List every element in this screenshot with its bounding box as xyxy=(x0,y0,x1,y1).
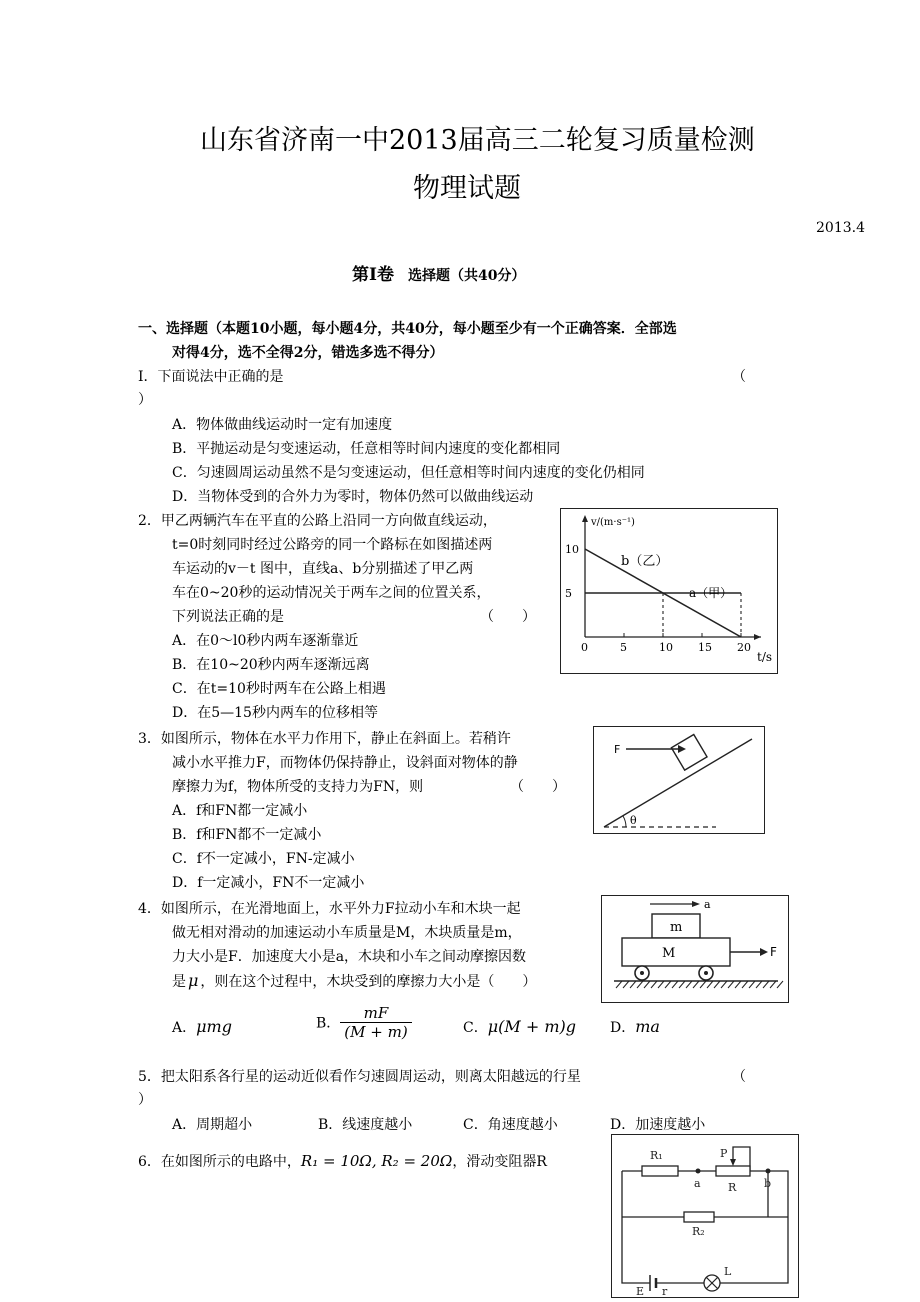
acceleration-arrowhead xyxy=(692,901,700,907)
hatch-line xyxy=(644,981,650,988)
hatch-line xyxy=(770,981,776,988)
label-b: b xyxy=(764,1177,772,1190)
q2-line-5: 下列说法正确的是 xyxy=(172,609,284,625)
q4-line-3: 力大小是F．加速度大小是a，木块和小车之间动摩擦因数 xyxy=(172,949,527,965)
q3-option-a: A．f和FN都一定减小 xyxy=(172,803,308,819)
exam-date: 2013.4 xyxy=(816,220,865,236)
q2-line-2: t=0时刻同时经过公路旁的同一个路标在如图描述两 xyxy=(172,537,493,553)
line-a-label: a（甲） xyxy=(689,586,733,600)
x-tick-label-5: 5 xyxy=(620,641,627,654)
q2-line-1: 2．甲乙两辆汽车在平直的公路上沿同一方向做直线运动， xyxy=(138,513,497,529)
q4-option-c xyxy=(463,1016,576,1039)
q1-paren-open: （ xyxy=(732,369,746,385)
q2-option-a: A．在0～l0秒内两车逐渐靠近 xyxy=(172,633,359,649)
cart-label: M xyxy=(662,946,676,961)
q4-option-c-label: C． xyxy=(463,1020,488,1036)
part-title-main: 第Ⅰ卷 xyxy=(352,265,394,285)
hatch-line xyxy=(721,981,727,988)
q6-stem-a: 6．在如图所示的电路中， xyxy=(138,1154,301,1170)
q1-option-d: D．当物体受到的合外力为零时，物体仍然可以做曲线运动 xyxy=(172,489,534,505)
small-block-label: m xyxy=(670,920,683,935)
q4-option-a-label: A． xyxy=(172,1020,197,1036)
q3-line-3: 摩擦力为f，物体所受的支持力为FN，则 xyxy=(172,779,424,795)
q1-paren-close: ） xyxy=(138,392,152,408)
q2-vt-graph-frame xyxy=(560,508,778,674)
hatch-line xyxy=(651,981,657,988)
q3-line-1: 3．如图所示，物体在水平力作用下，静止在斜面上。若稍许 xyxy=(138,731,511,747)
x-tick-label-0: 0 xyxy=(581,641,588,654)
block xyxy=(671,734,707,770)
x-axis-label: t/s xyxy=(757,650,773,664)
node-a xyxy=(696,1169,701,1174)
right-wheel-hub xyxy=(704,971,708,975)
x-tick-label-20: 20 xyxy=(737,641,751,654)
left-wheel-hub xyxy=(640,971,644,975)
q6-stem xyxy=(138,1150,547,1173)
ground-hatching xyxy=(616,981,783,988)
hatch-line xyxy=(623,981,629,988)
q5-paren-open: （ xyxy=(732,1069,746,1085)
angle-arc xyxy=(623,816,626,827)
line-b-label: b（乙） xyxy=(621,554,669,569)
part-subtitle: 选择题（共40分） xyxy=(407,268,526,284)
q4-option-c-formula: μ(M + m)g xyxy=(487,1017,576,1036)
q6-circuit-figure xyxy=(611,1134,799,1298)
cart-body-M xyxy=(622,938,730,966)
q4-cart-figure xyxy=(601,895,789,1003)
q4-line-1: 4．如图所示，在光滑地面上，水平外力F拉动小车和木块一起 xyxy=(138,901,521,917)
title-line-2: 物理试题 xyxy=(413,173,521,204)
hatch-line xyxy=(700,981,706,988)
q1-option-c: C．匀速圆周运动虽然不是匀变速运动，但任意相等时间内速度的变化仍相同 xyxy=(172,465,645,481)
hatch-line xyxy=(714,981,720,988)
label-e: E xyxy=(636,1285,645,1297)
hatch-line xyxy=(756,981,762,988)
q5-option-a: A．周期超小 xyxy=(172,1117,253,1133)
x-tick-label-10: 10 xyxy=(659,641,673,654)
hatch-line xyxy=(637,981,643,988)
hatch-line xyxy=(742,981,748,988)
rheostat-r xyxy=(716,1166,750,1176)
q4-option-d xyxy=(610,1016,660,1039)
q2-option-c: C．在t=10秒时两车在公路上相遇 xyxy=(172,681,386,697)
y-tick-label-5: 5 xyxy=(565,587,572,600)
hatch-line xyxy=(665,981,671,988)
q2-line-4: 车在0~20秒的运动情况关于两车之间的位置关系， xyxy=(172,585,491,601)
q3-option-d: D．f一定减小，FN不一定减小 xyxy=(172,875,365,891)
force-f-label: F xyxy=(614,743,621,756)
y-tick-label-10: 10 xyxy=(565,543,579,556)
hatch-line xyxy=(693,981,699,988)
hatch-line xyxy=(630,981,636,988)
label-r-internal: r xyxy=(662,1285,668,1297)
q4-line-4a: 是 xyxy=(172,974,186,990)
q4-line-4 xyxy=(172,970,536,993)
q4-option-a-formula: μmg xyxy=(196,1017,232,1036)
q1-stem: I．下面说法中正确的是 xyxy=(138,369,284,385)
q5-option-d: D．加速度越小 xyxy=(610,1117,706,1133)
hatch-line xyxy=(777,981,783,988)
q5-paren-close: ） xyxy=(138,1092,152,1108)
q4-option-b-denominator: (M + m) xyxy=(344,1023,408,1041)
x-axis-arrow xyxy=(754,634,761,640)
section-instructions-1: 一、选择题（本题10小题，每小题4分，共40分，每小题至少有一个正确答案．全部选 xyxy=(138,321,677,337)
q4-option-b-label: B． xyxy=(316,1015,341,1032)
q5-stem: 5．把太阳系各行星的运动近似看作匀速圆周运动，则离太阳越远的行星 xyxy=(138,1069,581,1085)
q3-option-b: B．f和FN都不一定减小 xyxy=(172,827,322,843)
section-instructions-2: 对得4分，选不全得2分，错选多选不得分） xyxy=(172,345,444,361)
q4-option-b-fraction xyxy=(340,1004,411,1041)
q5-option-c: C．角速度越小 xyxy=(463,1117,558,1133)
q3-answer-paren: （ ） xyxy=(510,779,566,795)
hatch-line xyxy=(672,981,678,988)
q4-option-b-numerator: mF xyxy=(340,1004,411,1023)
q6-resistor-values: R₁ = 10Ω, R₂ = 20Ω xyxy=(300,1152,453,1170)
resistor-r1 xyxy=(642,1166,678,1176)
label-p: P xyxy=(720,1147,728,1160)
pull-force-arrowhead xyxy=(760,948,768,956)
q3-line-2: 减小水平推力F，而物体仍保持静止，设斜面对物体的静 xyxy=(172,755,518,771)
q1-option-a: A．物体做曲线运动时一定有加速度 xyxy=(172,417,393,433)
q2-vt-graph xyxy=(561,509,777,673)
q3-option-c: C．f不一定减小，FN-定减小 xyxy=(172,851,355,867)
label-r1: R₁ xyxy=(650,1149,663,1162)
hatch-line xyxy=(735,981,741,988)
hatch-line xyxy=(616,981,622,988)
q5-option-b: B．线速度越小 xyxy=(318,1117,413,1133)
node-b xyxy=(766,1169,771,1174)
q6-stem-b: ，滑动变阻器R xyxy=(452,1154,547,1170)
q1-option-b: B．平抛运动是匀变速运动，任意相等时间内速度的变化都相同 xyxy=(172,441,561,457)
hatch-line xyxy=(679,981,685,988)
q3-incline-figure xyxy=(593,726,765,834)
q4-option-a xyxy=(172,1016,232,1039)
hatch-line xyxy=(686,981,692,988)
title-line-1: 山东省济南一中2013届高三二轮复习质量检测 xyxy=(200,125,755,156)
q3-incline-svg xyxy=(594,727,764,833)
hatch-line xyxy=(707,981,713,988)
q2-line-3: 车运动的v－t 图中，直线a、b分别描述了甲乙两 xyxy=(172,561,474,577)
slider-p xyxy=(730,1159,736,1166)
angle-theta-label: θ xyxy=(630,814,637,827)
acceleration-label: a xyxy=(704,898,711,911)
q4-option-d-formula: ma xyxy=(635,1017,660,1036)
hatch-line xyxy=(728,981,734,988)
hatch-line xyxy=(749,981,755,988)
q4-option-b xyxy=(316,1004,412,1041)
label-a: a xyxy=(694,1177,701,1190)
q2-option-d: D．在5—15秒内两车的位移相等 xyxy=(172,705,378,721)
hatch-line xyxy=(658,981,664,988)
q4-line-2: 做无相对滑动的加速运动小车质量是M，木块质量是m， xyxy=(172,925,522,941)
q4-cart-svg xyxy=(602,896,788,1002)
q6-circuit-svg xyxy=(612,1135,798,1297)
resistor-r2 xyxy=(684,1212,714,1222)
y-axis-label: v/(m·s⁻¹) xyxy=(591,517,635,528)
x-tick-label-15: 15 xyxy=(698,641,712,654)
y-axis-arrow xyxy=(582,515,588,522)
q2-answer-paren: （ ） xyxy=(480,609,536,625)
pull-force-label: F xyxy=(770,945,777,959)
part-title xyxy=(352,260,525,285)
label-r: R xyxy=(728,1181,737,1194)
label-r2: R₂ xyxy=(692,1225,705,1238)
hatch-line xyxy=(763,981,769,988)
q2-option-b: B．在10~20秒内两车逐渐远离 xyxy=(172,657,370,673)
label-l: L xyxy=(724,1265,732,1278)
q4-option-d-label: D． xyxy=(610,1020,636,1036)
q4-mu-symbol: μ xyxy=(188,971,199,990)
q4-line-4b: ，则在这个过程中，木块受到的摩擦力大小是（ ） xyxy=(200,974,537,990)
